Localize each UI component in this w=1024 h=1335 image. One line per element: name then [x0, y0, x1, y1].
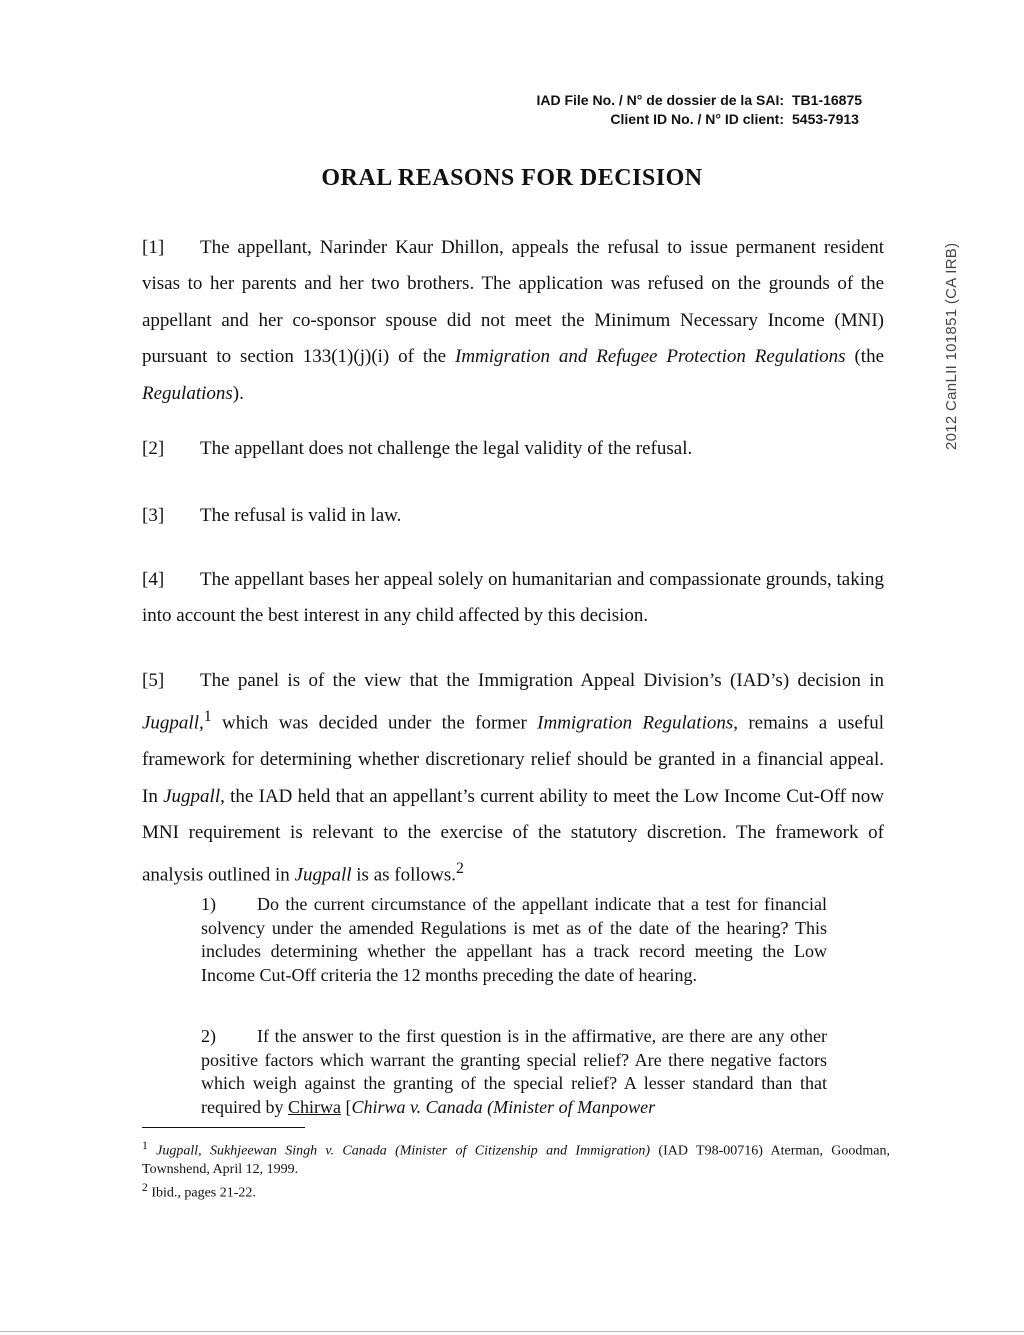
paragraph-number: [2]	[142, 438, 165, 459]
footnote-text: (IAD T98-00716) Aterman, Goodman, Townshend, April 12, 1999.	[142, 1143, 891, 1177]
paragraph-1	[142, 230, 884, 412]
paragraph-2	[142, 431, 884, 467]
list-item-number: 1)	[201, 894, 216, 914]
file-reference-header	[536, 91, 878, 129]
list-item-text: [	[340, 1096, 352, 1117]
paragraph-text: (the	[845, 346, 885, 368]
footnotes	[142, 1137, 890, 1202]
canlii-citation: 2012 CanLII 101851 (CA IRB)	[943, 242, 960, 450]
paragraph-text: The refusal is valid in law.	[200, 505, 402, 526]
footnote-1	[142, 1137, 890, 1179]
iad-file-number: TB1-16875	[792, 92, 863, 108]
case-name: Jugpall,	[142, 712, 204, 734]
footnote-divider	[142, 1127, 305, 1128]
paragraph-text: , the IAD held that an appellant’s current ability to meet the Low Income Cut-Off now MNI requirement is relevant to the exercise of the statutory discretion. The framework of analysis outlined in	[142, 785, 884, 886]
client-id-label: Client ID No. / N° ID client:	[610, 111, 784, 127]
paragraph-text: , remains a useful framework for determining whether discretionary relief should be granted in a financial appeal. In	[142, 712, 884, 807]
list-item-number: 2)	[201, 1026, 216, 1046]
page-bottom-edge	[0, 1331, 1024, 1332]
iad-file-label: IAD File No. / N° de dossier de la SAI:	[536, 92, 784, 108]
paragraph-4	[142, 562, 884, 635]
paragraph-text: The appellant bases her appeal solely on humanitarian and compassionate grounds, taking into account the best interest in any child affected by this decision.	[142, 569, 884, 627]
case-name: Jugpall	[294, 864, 352, 886]
paragraph-text: The appellant, Narinder Kaur Dhillon, appeals the refusal to issue permanent resident visas to her parents and her two brothers. The application was refused on the grounds of the appellant and her co-sponsor spouse did not meet the Minimum Necessary Income (MNI) pursuant to section 133(1)(j)(i) of the	[142, 237, 884, 368]
case-name: Jugpall	[163, 785, 221, 807]
paragraph-number: [3]	[142, 505, 165, 526]
list-item	[201, 893, 827, 987]
footnote-2	[142, 1179, 890, 1203]
paragraph-number: [1]	[142, 237, 165, 258]
paragraph-text: ).	[232, 382, 244, 404]
case-citation: Chirwa v. Canada (Minister of Manpower	[351, 1096, 656, 1117]
footnote-text: Ibid., pages 21-22.	[151, 1185, 256, 1201]
footnote-number: 2	[142, 1180, 148, 1194]
paragraph-text: The panel is of the view that the Immigration Appeal Division’s (IAD’s) decision in	[200, 670, 884, 691]
paragraph-3	[142, 498, 884, 534]
paragraph-text: is as follows.	[351, 864, 457, 886]
footnote-number: 1	[142, 1139, 148, 1152]
page-title: ORAL REASONS FOR DECISION	[321, 165, 703, 191]
footnote-ref-1: 1	[203, 708, 212, 726]
list-item-text: If the answer to the first question is in the affirmative, are there are any other positive factors which warrant the granting special relief? Are there negative factors which weigh against the granting of the special relief? A lesser standard than that required by	[201, 1026, 827, 1117]
paragraph-text: The appellant does not challenge the legal validity of the refusal.	[200, 438, 693, 459]
paragraph-5	[142, 663, 884, 894]
regulations-short-title: Regulations	[142, 382, 233, 404]
footnote-case-name: Jugpall, Sukhjeewan Singh v. Canada (Minister of Citizenship and Immigration)	[156, 1143, 651, 1159]
paragraph-number: [4]	[142, 569, 165, 590]
regulations-title: Immigration Regulations	[537, 712, 734, 734]
list-item	[201, 1025, 827, 1119]
client-id-number: 5453-7913	[792, 111, 859, 127]
paragraph-number: [5]	[142, 670, 165, 691]
paragraph-text: which was decided under the former	[211, 712, 538, 734]
list-item-text: Do the current circumstance of the appellant indicate that a test for financial solvency under the amended Regulations is met as of the date of the hearing? This includes determining whether the appellant has a track record meeting the Low Income Cut-Off criteria the 12 months preceding the date of hearing.	[201, 894, 827, 985]
case-link: Chirwa	[287, 1096, 341, 1117]
footnote-ref-2: 2	[456, 860, 464, 878]
regulations-title: Immigration and Refugee Protection Regulations	[455, 346, 846, 368]
